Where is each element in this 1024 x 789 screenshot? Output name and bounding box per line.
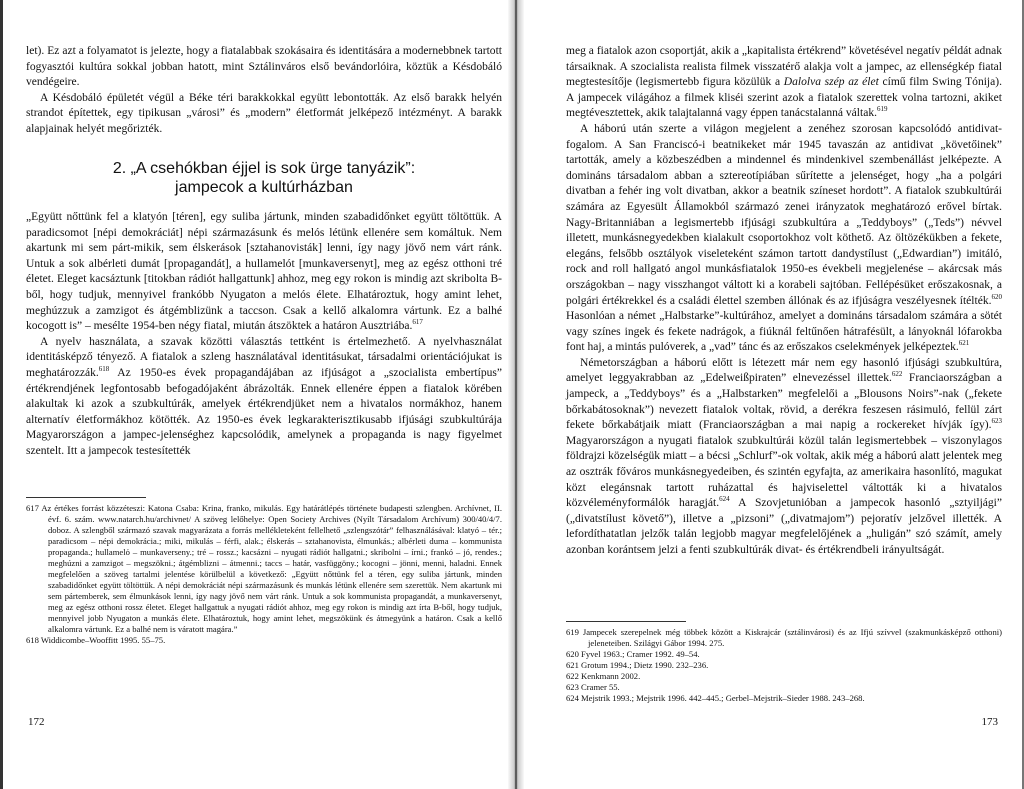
section-heading xyxy=(26,159,502,197)
page-number-left: 172 xyxy=(28,716,45,728)
right-paragraph-1-text-b: című film Swing Tónija). A jampecek világához a filmek kliséi szerint azok a fiatalok szerettek volna tartozni, akiket megtévesztettek, akik talajtalanná vagy éppen tanácstalanná váltak. xyxy=(566,76,1002,120)
right-paragraph-3-text-d: A Szovjetunióban a jampecok hasonló „sztyiljági” („divatstílust követő”), illetve a „pizsoni” („divatmajom”) pejoratív jelzővel illették. A lefordíthatatlan jelzők talán legjobb magyar megfelelőjének a „huligán” szó számít, amely azonban korántsem jelzi a fenti szubkultúrák divat- és értékrendbeli irányultságát. xyxy=(566,497,1003,556)
footnote-ref-619: 619 xyxy=(876,105,888,114)
quote-text: „Együtt nőttünk fel a klatyón [téren], egy suliba jártunk, minden szabadidőnket együtt töltöttük. A paradicsomot [népi demokráciát] népi származásunk és melós létünk ellenére sem komáltuk. Nem akartunk mi sem párt-mikik, sem élskerások [sztahanovisták] lenni, így nagy jövő nem várt ránk. Untuk a sok albérleti dumát [propagandát], a hullamelót [munkaversenyt], meg az egész otthoni tré életet. Eleget kacsáztunk [titokban rádiót hallgattunk] ahhoz, meg egy rokon is mindig azt skribolta B-ből, hogy tudjuk, mennyivel frankóbb Nyugaton a melós élete. Elhatároztuk, hogy amint lehet, meghúzzuk a zamzigot és átgémblizünk a taccson. Csak a kellő alkalomra vártunk. Ez a balhé kocogott is” – mesélte 1954-ben négy fiatal, miután átszöktek a határon Ausztriába. xyxy=(26,211,502,333)
right-paragraph-2 xyxy=(566,122,1002,356)
footnote-ref-617: 617 xyxy=(412,318,423,327)
left-page-edge xyxy=(0,0,3,789)
body-paragraph xyxy=(26,335,502,460)
footnote-623: 623 Cramer 55. xyxy=(566,682,620,692)
page-number-right: 173 xyxy=(981,716,998,728)
footnote-rule xyxy=(26,497,146,498)
footnote-624: 624 Mejstrik 1993.; Mejstrik 1996. 442–445.; Gerbel–Mejstrik–Sieder 1988. 243–268. xyxy=(566,693,865,703)
right-paragraph-1-text: meg a fiatalok azon csoportját, akik a „kapitalista értékrend” követésével negatív példát adnak társaiknak. A szocialista realista filmek visszatérő alakja volt a jampec, az ellenségkép fiatal megtestesítője (legismertebb figura közülük a xyxy=(566,45,1002,89)
section-heading-line-2: jampecok a kultúrházban xyxy=(175,179,353,196)
footnote-622: 622 Kenkmann 2002. xyxy=(566,671,641,681)
intro-paragraph-1: let). Ez azt a folyamatot is jelezte, hogy a fiatalabbak szokásaira és identitására a modernebbnek tartott fogyasztói kultúra sokkal jobban hatott, mint Sztálinváros első bevándorlóira, köztük a Késdobáló vendégeire. xyxy=(26,45,502,89)
film-title: Dalolva szép az élet xyxy=(783,76,879,89)
body-text: A nyelv használata, a szavak közötti választás tettként is értelmezhető. A nyelvhasználat identitásképző tényező. A fiatalok a szleng használatával identitásukat, társadalmi orientációjukat is meghatározzák. xyxy=(26,335,502,379)
footnote-620: 620 Fyvel 1963.; Cramer 1992. 49–54. xyxy=(566,649,700,659)
right-paragraph-3-text-c: Magyarországon a nyugati fiatalok szubkultúrái közül talán legismertebbek – viszonylagos földrajzi közelségük miatt – a bécsi „Schlurf”-ok voltak, akik még a háború alatt jelentek meg az osztrák főváros munkásnegyedeiben, és szintén egyfajta, az amerikaira hasonlító, magukat közt elegánsnak tartott ruházattal és hajviselettel váltották ki a hivatalos közvéleményformálók haragját. xyxy=(566,434,1002,510)
footnote-ref-618: 618 xyxy=(98,365,110,374)
book-gutter xyxy=(508,0,524,789)
quote-block xyxy=(26,210,502,460)
right-paragraph-3 xyxy=(566,356,1002,559)
right-paragraph-1 xyxy=(566,44,1002,122)
quote-paragraph xyxy=(26,210,502,335)
right-footnotes xyxy=(566,627,1002,704)
footnote-619: 619 Jampecek szerepelnek még többek között a Kiskrajcár (sztálinvárosi) és az Ifjú szívvel (szakmunkásképző otthoni) jeleneteiben. Szilágyi Gábor 1994. 275. xyxy=(566,627,1002,648)
right-paragraph-3-text: Németországban a háború előtt is létezett már nem egy hasonló ifjúsági szubkultúra, amelyet leggyakrabban az „Edelweißpiraten” elnevezéssel illettek. xyxy=(566,356,1002,385)
footnote-ref-623: 623 xyxy=(991,417,1002,426)
footnote-ref-622: 622 xyxy=(891,370,903,379)
footnote-ref-621: 621 xyxy=(958,339,970,348)
right-paragraph-2-text: A háború után szerte a világon megjelent a zenéhez szorosan kapcsolódó antidivat-fogalom. A San Franciscó-i beatnikeket már 1945 tavaszán az antidivat „követőinek” tartották, amely a közbeszédben a mindennel és mindenkivel szembenállást jelképezte. A domináns társadalom abban a sztereotípiában sűrítette a jelenséget, hogy „ha a polgári divatban a fehér ing volt divatban, akkor a beatnik színeset hordott”. A fiatalok szubkultúrái számára az Egyesült Államokból származó zenei irányzatok meghatározó erővel bírtak. Nagy-Britanniában a legismertebb ifjúsági szubkultúra a „Teddyboys” („Teds”) névvel illetett, munkásnegyedekben kialakult csoportokhoz volt köthető. Az öltözékükben a fekete, elegáns, felsőbb osztályok viseleteként számon tartott dandystílust („Edwardian”) imitáló, rock and roll hallgató angol munkásfiatalok 1950-es évekbeli megjelenése – akárcsak más országokban – nagy visszhangot váltott ki a korabeli sajtóban. Fellépésüket erőszakosnak, a polgári értékrekkel és a családi élettel szemben állónak és az ifjúságra veszélyesnek ítélték. xyxy=(566,122,1002,307)
footnote-rule-right xyxy=(566,621,686,622)
footnote-618: 618 Widdicombe–Wooffitt 1995. 55–75. xyxy=(26,635,166,645)
right-body xyxy=(566,44,1002,559)
section-heading-line-1: 2. „A csehókban éjjel is sok ürge tanyázik”: xyxy=(112,160,416,177)
right-paragraph-2-text-b: Hasonlóan a német „Halbstarke”-kultúrához, amelyet a domináns társadalom számára a sötét vagy színes ingek és fekete nadrágok, a fiúknál feltűnően hátrafésült, a lányoknál lófarokba font haj, a mintás pulóverek, a „vad” tánc és az erőszakos cselekmények jelképeztek. xyxy=(566,310,1002,354)
footnote-ref-620: 620 xyxy=(991,292,1002,301)
footnote-ref-624: 624 xyxy=(719,495,730,504)
left-footnotes xyxy=(26,503,502,646)
footnote-617: 617 Az értékes forrást közzéteszi: Katona Csaba: Krina, franko, mikulás. Egy határátlépés története budapesti szlengben. Archívnet, II. évf. 6. szám. www.natarch.hu/archivnet/ A szöveg lelőhelye: Open Society Archives (Nyílt Társadalom Archívum) 300/40/4/7. doboz. A szlengből származó szavak magyarázata a forrás mellékleteként fellelhető „szlengszótár” felhasználásával: klatyó – tér.; paradicsom – népi demokrácia.; miki, mikulás – férfi, alak.; élskerás – sztahanovista, élmunkás.; albérleti duma – kommunista propaganda.; hullamelό – munkaverseny.; tré – rossz.; kacsázni – nyugati rádiót hallgatni.; skribolni – írni.; frankó – jó, rendes.; meghúzni a zamzigot – megszökni.; átgémblizni – átmenni.; taccs – határ, vasfüggöny.; kocogni – jönni, menni, haladni. Ennek megfelelően a szöveg tartalmi jelentése körülbelül a következő: „Együtt nőttünk fel a téren, egy suliba jártunk, minden szabadidőnket együtt töltöttük. A népi demokráciát népi származásunk és munkás létünk ellenére sem szerettük. Nem akartunk mi sem pártemberek, sem élmunkások lenni, így nagy jövő nem várt ránk. Untuk a sok kommunista propagandát, a munkaversenyt, meg az egész otthoni rossz életet. Eleget hallgattuk a nyugati rádiót ahhoz, meg egy rokon is mindig azt írta B-ből, hogy tudjuk, mennyivel jobb Nyugaton a munkás élete. Elhatároztuk, hogy amint lehet, megszökünk és átmegyünk a határon. Csak a kellő alkalomra vártunk. Ez a balhé nem is váratott magára.” xyxy=(26,503,502,634)
intro-paragraph-2: A Késdobáló épületét végül a Béke téri barakkokkal együtt lebontották. Az első barakk helyén strandot építettek, egy tipikusan „városi” és „modern” életformát jelképező intézményt. A barakk alapjainak helyét megőrizték. xyxy=(26,91,502,135)
footnote-621: 621 Grotum 1994.; Dietz 1990. 232–236. xyxy=(566,660,709,670)
right-paragraph-3-text-b: Franciaországban a jampeck, a „Teddyboys” és a „Halbstarken” megfelelői a „Blousons Noirs”-nak („fekete bőrkabátosoknak”) nevezett fiatalok voltak, rövid, a derékra feszesen rásimuló, fellül zárt fekete bőrkabátjaik miatt (Franciaországban a mai napig a rockereket hívják így). xyxy=(566,372,1002,432)
right-page xyxy=(566,0,1002,789)
body-text-continued: Az 1950-es évek propagandájában az ifjúságot a „szocialista embertípus” értékrendjének legfontosabb befogadójaként ábrázolták. Ennek ellenére éppen a fiatalok körében alakultak ki azok a szubkultúrák, amelyek értékrendjüket nem a hivatalos normákhoz, hanem alternatív életformákhoz kötötték. Az 1950-es évek legkarakterisztikusabb ifjúsági szubkultúrája Magyarországon a jampec-jelenséghez kapcsolódik, amelynek a propaganda is nagy figyelmet szentelt. Itt a jampecok testesítették xyxy=(26,366,502,457)
left-page xyxy=(26,0,502,789)
left-intro xyxy=(26,44,502,138)
